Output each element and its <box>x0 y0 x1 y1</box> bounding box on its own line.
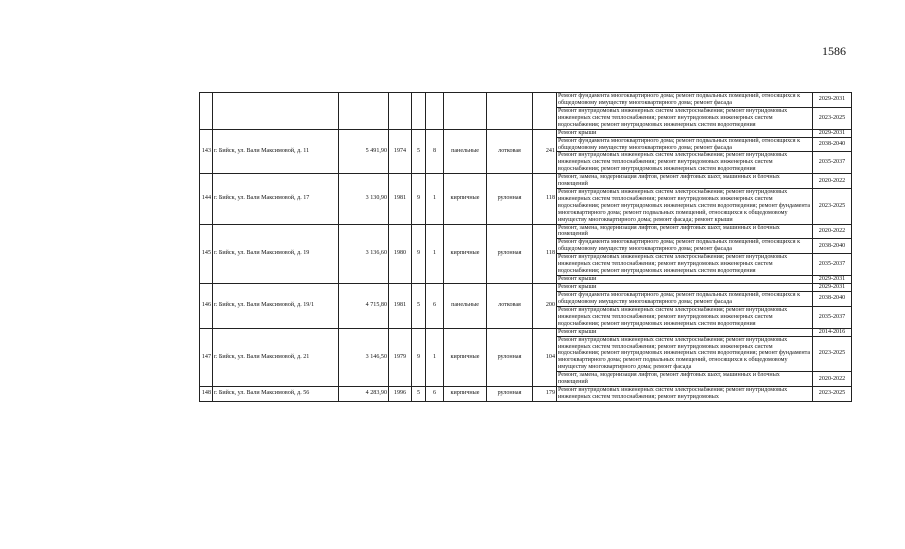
work-description-cell: Ремонт крыши <box>557 283 813 291</box>
floors-cell <box>412 93 426 130</box>
floors-cell: 9 <box>412 328 426 386</box>
address-cell: г. Бийск, ул. Вали Максимовой, д. 17 <box>213 174 339 224</box>
residents-cell: 241 <box>533 129 557 174</box>
table-row <box>200 174 852 189</box>
entrances-cell: 1 <box>426 174 444 224</box>
residents-cell: 118 <box>533 174 557 224</box>
work-description-cell: Ремонт крыши <box>557 275 813 283</box>
year-cell: 1981 <box>389 283 412 328</box>
roof-type-cell: рулонная <box>487 224 533 283</box>
work-period-cell: 2023-2025 <box>813 188 852 224</box>
work-period-cell: 2038-2040 <box>813 137 852 152</box>
entrances-cell: 6 <box>426 387 444 402</box>
area-cell: 5 491,90 <box>339 129 389 174</box>
work-period-cell: 2035-2037 <box>813 254 852 276</box>
work-period-cell: 2014-2016 <box>813 328 852 336</box>
work-period-cell: 2020-2022 <box>813 174 852 189</box>
work-description-cell: Ремонт фундамента многоквартирного дома; ремонт подвальных помещений, относящихся к общедомовому имуществу многоквартирного дома; ремонт фасада <box>557 137 813 152</box>
roof-type-cell: лотковая <box>487 129 533 174</box>
year-cell <box>389 93 412 130</box>
house-number-cell: 148 <box>200 387 213 402</box>
wall-material-cell: кирпичные <box>444 224 487 283</box>
house-number-cell: 146 <box>200 283 213 328</box>
address-cell: г. Бийск, ул. Вали Максимовой, д. 11 <box>213 129 339 174</box>
address-cell: г. Бийск, ул. Вали Максимовой, д. 56 <box>213 387 339 402</box>
house-number-cell: 144 <box>200 174 213 224</box>
table-row <box>200 387 852 402</box>
entrances-cell: 1 <box>426 224 444 283</box>
roof-type-cell <box>487 93 533 130</box>
address-cell: г. Бийск, ул. Вали Максимовой, д. 19/1 <box>213 283 339 328</box>
work-description-cell: Ремонт внутридомовых инженерных систем электроснабжения; ремонт внутридомовых инженерных систем теплоснабжения; ремонт внутридомовых инженерных систем водоснабжения; ремонт внутридомовых инженерных систем водоотведения <box>557 152 813 174</box>
work-period-cell: 2035-2037 <box>813 306 852 328</box>
work-description-cell: Ремонт фундамента многоквартирного дома; ремонт подвальных помещений, относящихся к общедомовому имуществу многоквартирного дома; ремонт фасада <box>557 93 813 108</box>
table-row <box>200 328 852 336</box>
work-period-cell: 2029-2031 <box>813 93 852 108</box>
work-period-cell: 2023-2025 <box>813 387 852 402</box>
house-number-cell: 143 <box>200 129 213 174</box>
residents-cell: 200 <box>533 283 557 328</box>
year-cell: 1980 <box>389 224 412 283</box>
page-number: 1586 <box>822 44 846 58</box>
work-description-cell: Ремонт внутридомовых инженерных систем электроснабжения; ремонт внутридомовых инженерных систем теплоснабжения; ремонт внутридомовых <box>557 387 813 402</box>
wall-material-cell: панельные <box>444 283 487 328</box>
work-description-cell: Ремонт крыши <box>557 328 813 336</box>
work-description-cell: Ремонт, замена, модернизация лифтов, ремонт лифтовых шахт, машинных и блочных помещений <box>557 174 813 189</box>
work-period-cell: 2020-2022 <box>813 224 852 239</box>
table-row <box>200 283 852 291</box>
wall-material-cell <box>444 93 487 130</box>
entrances-cell: 6 <box>426 283 444 328</box>
work-description-cell: Ремонт фундамента многоквартирного дома; ремонт подвальных помещений, относящихся к общедомовому имуществу многоквартирного дома; ремонт фасада <box>557 292 813 307</box>
address-cell <box>213 93 339 130</box>
roof-type-cell: лотковая <box>487 283 533 328</box>
floors-cell: 5 <box>412 129 426 174</box>
floors-cell: 9 <box>412 174 426 224</box>
area-cell: 3 136,60 <box>339 224 389 283</box>
house-number-cell <box>200 93 213 130</box>
area-cell: 4 715,80 <box>339 283 389 328</box>
work-description-cell: Ремонт внутридомовых инженерных систем электроснабжения; ремонт внутридомовых инженерных систем теплоснабжения; ремонт внутридомовых инженерных систем водоснабжения; ремонт внутридомовых инженерных систем водоотведения <box>557 254 813 276</box>
address-cell: г. Бийск, ул. Вали Максимовой, д. 21 <box>213 328 339 386</box>
work-period-cell: 2023-2025 <box>813 107 852 129</box>
wall-material-cell: кирпичные <box>444 387 487 402</box>
work-description-cell: Ремонт внутридомовых инженерных систем электроснабжения; ремонт внутридомовых инженерных систем теплоснабжения; ремонт внутридомовых инженерных систем водоснабжения; ремонт внутридомовых инженерных систем водоотведения; ремонт фундамента многоквартирного дома; ремонт подвальных помещений, относящихся к общедомовому имуществу многоквартирного дома; ремонт фасада; ремонт крыши <box>557 188 813 224</box>
work-description-cell: Ремонт крыши <box>557 129 813 137</box>
table-row <box>200 129 852 137</box>
wall-material-cell: кирпичные <box>444 328 487 386</box>
table-body <box>200 93 852 402</box>
area-cell: 3 146,50 <box>339 328 389 386</box>
work-description-cell: Ремонт, замена, модернизация лифтов, ремонт лифтовых шахт, машинных и блочных помещений <box>557 224 813 239</box>
work-period-cell: 2029-2031 <box>813 283 852 291</box>
entrances-cell <box>426 93 444 130</box>
work-period-cell: 2023-2025 <box>813 336 852 372</box>
year-cell: 1974 <box>389 129 412 174</box>
address-cell: г. Бийск, ул. Вали Максимовой, д. 19 <box>213 224 339 283</box>
year-cell: 1996 <box>389 387 412 402</box>
roof-type-cell: рулонная <box>487 387 533 402</box>
residents-cell: 118 <box>533 224 557 283</box>
residents-cell: 179 <box>533 387 557 402</box>
entrances-cell: 1 <box>426 328 444 386</box>
table-row <box>200 93 852 108</box>
work-period-cell: 2029-2031 <box>813 275 852 283</box>
wall-material-cell: панельные <box>444 129 487 174</box>
work-period-cell: 2020-2022 <box>813 372 852 387</box>
work-period-cell: 2038-2040 <box>813 239 852 254</box>
floors-cell: 5 <box>412 387 426 402</box>
year-cell: 1979 <box>389 328 412 386</box>
work-description-cell: Ремонт внутридомовых инженерных систем электроснабжения; ремонт внутридомовых инженерных систем теплоснабжения; ремонт внутридомовых инженерных систем водоснабжения; ремонт внутридомовых инженерных систем водоотведения; ремонт фундамента многоквартирного дома; ремонт подвальных помещений, относящихся к общедомовому имуществу многоквартирного дома; ремонт фасада <box>557 336 813 372</box>
area-cell: 4 283,90 <box>339 387 389 402</box>
entrances-cell: 8 <box>426 129 444 174</box>
roof-type-cell: рулонная <box>487 328 533 386</box>
house-number-cell: 145 <box>200 224 213 283</box>
wall-material-cell: кирпичные <box>444 174 487 224</box>
work-period-cell: 2038-2040 <box>813 292 852 307</box>
roof-type-cell: рулонная <box>487 174 533 224</box>
work-description-cell: Ремонт внутридомовых инженерных систем электроснабжения; ремонт внутридомовых инженерных систем теплоснабжения; ремонт внутридомовых инженерных систем водоснабжения; ремонт внутридомовых инженерных систем водоотведения <box>557 107 813 129</box>
floors-cell: 9 <box>412 224 426 283</box>
work-description-cell: Ремонт внутридомовых инженерных систем электроснабжения; ремонт внутридомовых инженерных систем теплоснабжения; ремонт внутридомовых инженерных систем водоснабжения; ремонт внутридомовых инженерных систем водоотведения <box>557 306 813 328</box>
floors-cell: 5 <box>412 283 426 328</box>
work-description-cell: Ремонт, замена, модернизация лифтов, ремонт лифтовых шахт, машинных и блочных помещений <box>557 372 813 387</box>
work-period-cell: 2035-2037 <box>813 152 852 174</box>
area-cell: 3 130,90 <box>339 174 389 224</box>
work-description-cell: Ремонт фундамента многоквартирного дома; ремонт подвальных помещений, относящихся к общедомовому имуществу многоквартирного дома; ремонт фасада <box>557 239 813 254</box>
housing-repair-table <box>199 92 852 402</box>
residents-cell <box>533 93 557 130</box>
area-cell <box>339 93 389 130</box>
residents-cell: 104 <box>533 328 557 386</box>
work-period-cell: 2029-2031 <box>813 129 852 137</box>
table-row <box>200 224 852 239</box>
year-cell: 1981 <box>389 174 412 224</box>
house-number-cell: 147 <box>200 328 213 386</box>
